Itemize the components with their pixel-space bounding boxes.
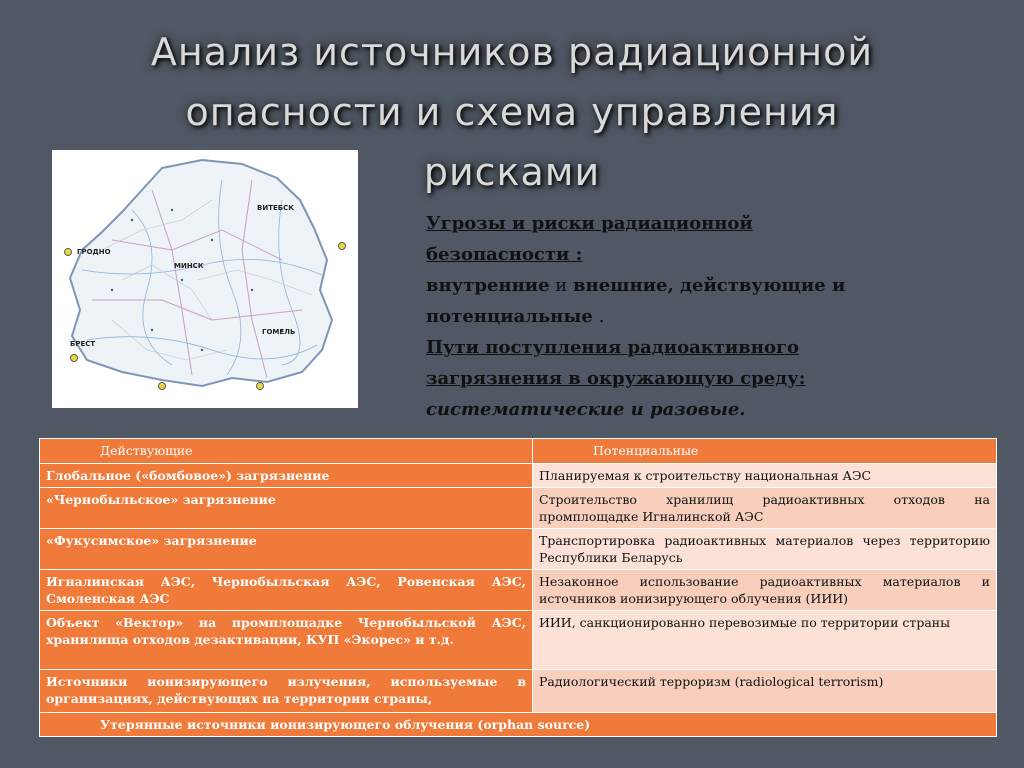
orphan-source-cell: Утерянные источники ионизирующего облучения (orphan source) — [40, 713, 997, 737]
title-line-2: опасности и схема управления — [185, 90, 839, 134]
current-cell: Глобальное («бомбовое») загрязнение — [40, 464, 533, 488]
map-city-minsk: МИНСК — [174, 262, 204, 270]
current-cell: Объект «Вектор» на промплощадке Чернобыльской АЭС, хранилища отходов дезактивации, КУП «Экорес» и т.д. — [40, 611, 533, 670]
potential-cell: Незаконное использование радиоактивных материалов и источников ионизирующего облучения (ИИИ) — [533, 570, 997, 611]
map-city-gomel: ГОМЕЛЬ — [262, 328, 296, 336]
potential-cell: Строительство хранилищ радиоактивных отходов на промплощадке Игналинской АЭС — [533, 488, 997, 529]
table-row — [40, 670, 997, 713]
current-cell: «Чернобыльское» загрязнение — [40, 488, 533, 529]
current-cell: «Фукусимское» загрязнение — [40, 529, 533, 570]
potential-label: потенциальные — [426, 306, 593, 327]
map-city-brest: БРЕСТ — [70, 340, 96, 348]
title-line-1: Анализ источников радиационной — [150, 30, 874, 74]
period-label: . — [592, 306, 605, 327]
threats-line-3 — [426, 270, 966, 301]
current-cell: Источники ионизирующего излучения, используемые в организациях, действующих на территории страны, — [40, 670, 533, 713]
map-city-vitebsk: ВИТЕБСК — [257, 204, 294, 212]
threats-heading-1: Угрозы и риски радиационной — [426, 213, 753, 234]
table-row — [40, 464, 997, 488]
threats-heading-2: безопасности : — [426, 244, 583, 265]
map-illustration — [52, 150, 358, 408]
potential-cell: ИИИ, санкционированно перевозимые по территории страны — [533, 611, 997, 670]
table-row — [40, 611, 997, 670]
table-row — [40, 570, 997, 611]
risk-table — [39, 438, 997, 737]
header-current: Действующие — [40, 439, 533, 464]
threats-line-7: систематические и разовые. — [426, 399, 746, 420]
potential-cell: Радиологический терроризм (radiological terrorism) — [533, 670, 997, 713]
header-potential: Потенциальные — [533, 439, 997, 464]
risk-table-container — [39, 438, 997, 737]
title-line-3: рисками — [423, 150, 601, 194]
threats-text-block — [426, 208, 966, 425]
threats-heading-5: Пути поступления радиоактивного — [426, 337, 800, 358]
table-footer-row — [40, 713, 997, 737]
table-row — [40, 488, 997, 529]
conjunction-label: и — [549, 275, 574, 296]
current-cell: Игналинская АЭС, Чернобыльская АЭС, Ровенская АЭС, Смоленская АЭС — [40, 570, 533, 611]
internal-label: внутренние — [426, 275, 550, 296]
potential-cell: Планируемая к строительству национальная АЭС — [533, 464, 997, 488]
table-header-row — [40, 439, 997, 464]
potential-cell: Транспортировка радиоактивных материалов через территорию Республики Беларусь — [533, 529, 997, 570]
external-label: внешние, действующие и — [573, 275, 846, 296]
threats-heading-6: загрязнения в окружающую среду: — [426, 368, 806, 389]
threats-line-4 — [426, 301, 966, 332]
belarus-map — [52, 150, 358, 408]
map-city-grodno: ГРОДНО — [77, 248, 111, 256]
table-row — [40, 529, 997, 570]
